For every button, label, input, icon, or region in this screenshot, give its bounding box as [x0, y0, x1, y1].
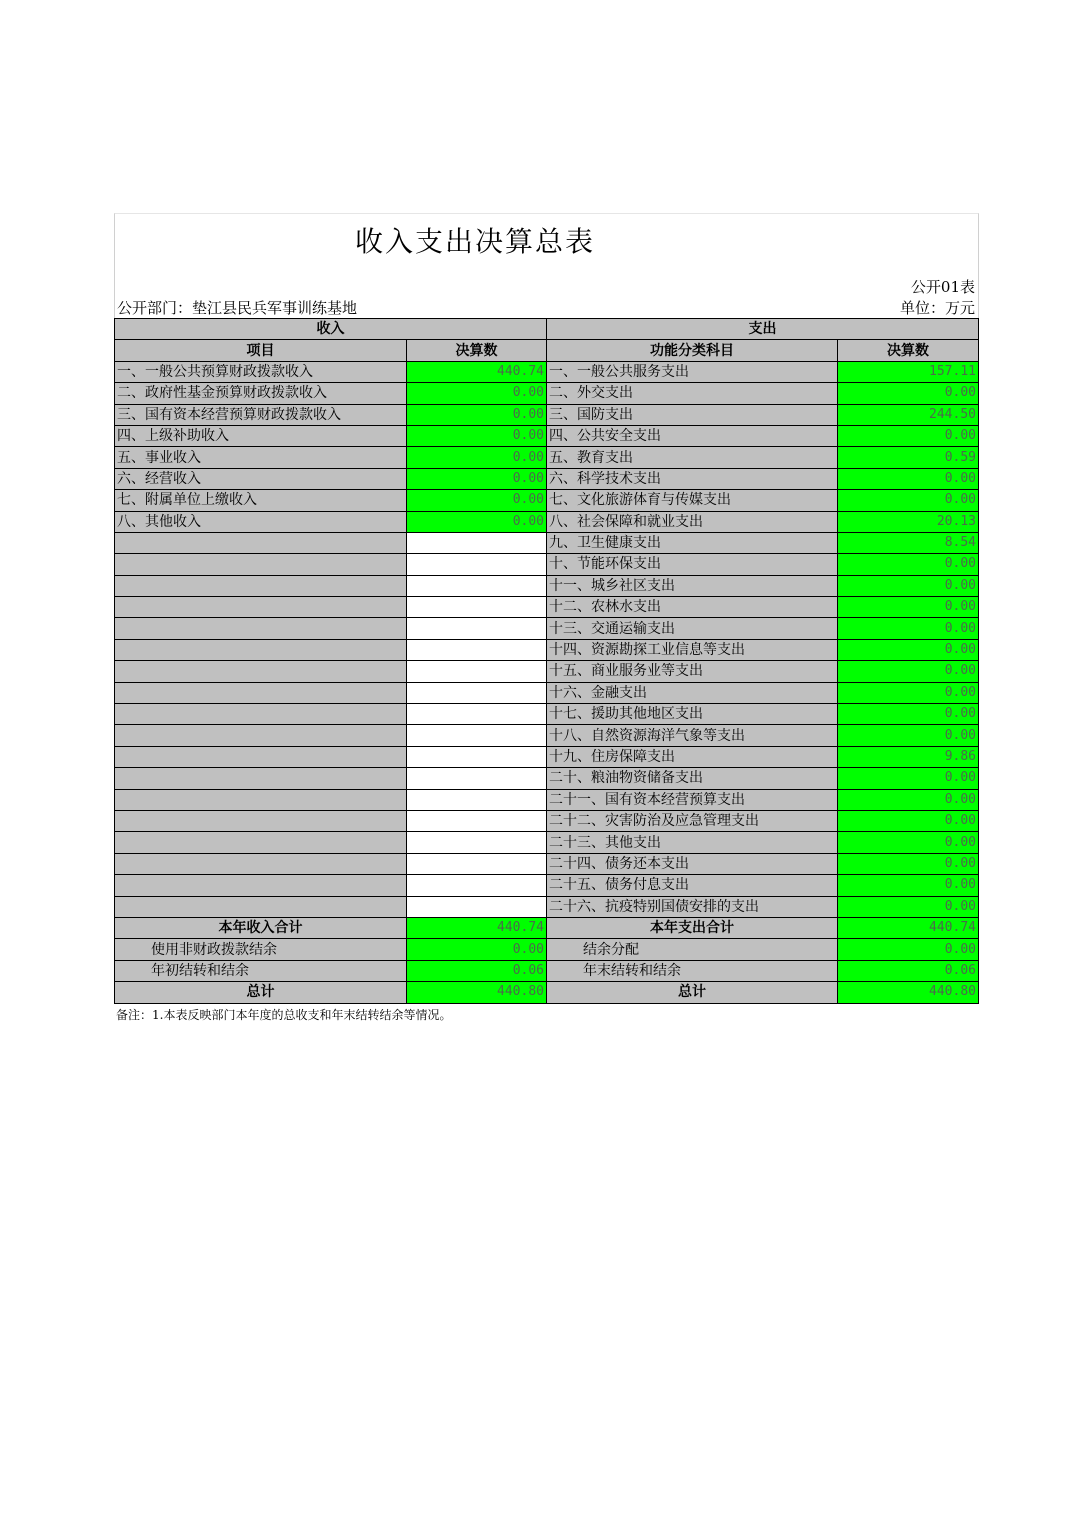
income-item: 八、其他收入	[115, 511, 407, 532]
income-value	[407, 597, 547, 618]
income-value: 0.00	[407, 383, 547, 404]
table-row	[115, 682, 979, 703]
table-row	[115, 511, 979, 532]
expense-value: 0.00	[838, 682, 979, 703]
income-value: 0.00	[407, 447, 547, 468]
expense-value: 0.00	[838, 490, 979, 511]
income-value: 0.00	[407, 511, 547, 532]
income-value	[407, 875, 547, 896]
income-item: 七、附属单位上缴收入	[115, 490, 407, 511]
non-fiscal-value: 0.00	[407, 939, 547, 960]
income-value: 440.74	[407, 361, 547, 382]
table-row	[115, 768, 979, 789]
income-total-value: 440.74	[407, 917, 547, 938]
expense-item: 八、社会保障和就业支出	[547, 511, 838, 532]
income-value	[407, 810, 547, 831]
expense-item: 十八、自然资源海洋气象等支出	[547, 725, 838, 746]
income-value: 0.00	[407, 468, 547, 489]
income-value: 0.00	[407, 425, 547, 446]
table-row	[115, 425, 979, 446]
table-row	[115, 875, 979, 896]
grand-total-income-label: 总计	[115, 982, 407, 1003]
income-value	[407, 532, 547, 553]
income-value	[407, 554, 547, 575]
amount-column-header-2: 决算数	[838, 340, 979, 361]
income-total-label: 本年收入合计	[115, 917, 407, 938]
expense-item: 十三、交通运输支出	[547, 618, 838, 639]
expense-item: 二、外交支出	[547, 383, 838, 404]
expense-item: 二十二、灾害防治及应急管理支出	[547, 810, 838, 831]
expense-value: 0.00	[838, 725, 979, 746]
income-value	[407, 896, 547, 917]
expense-value: 0.00	[838, 853, 979, 874]
income-value	[407, 725, 547, 746]
expense-item: 十、节能环保支出	[547, 554, 838, 575]
income-item: 二、政府性基金预算财政拨款收入	[115, 383, 407, 404]
expense-item: 十六、金融支出	[547, 682, 838, 703]
income-item	[115, 896, 407, 917]
grand-total-expense-value: 440.80	[838, 982, 979, 1003]
income-value	[407, 704, 547, 725]
expense-value: 0.00	[838, 896, 979, 917]
item-column-header: 项目	[115, 340, 407, 361]
table-row	[115, 361, 979, 382]
begin-balance-value: 0.06	[407, 960, 547, 981]
income-value	[407, 639, 547, 660]
expense-value: 157.11	[838, 361, 979, 382]
table-row	[115, 832, 979, 853]
table-row	[115, 490, 979, 511]
expense-item: 九、卫生健康支出	[547, 532, 838, 553]
expense-item: 十七、援助其他地区支出	[547, 704, 838, 725]
income-item	[115, 725, 407, 746]
distribution-label: 结余分配	[547, 939, 838, 960]
income-item: 一、一般公共预算财政拨款收入	[115, 361, 407, 382]
income-value	[407, 682, 547, 703]
income-value	[407, 618, 547, 639]
income-value	[407, 768, 547, 789]
expense-value: 8.54	[838, 532, 979, 553]
expense-total-value: 440.74	[838, 917, 979, 938]
expense-item: 二十五、债务付息支出	[547, 875, 838, 896]
table-row	[115, 575, 979, 596]
income-item	[115, 810, 407, 831]
end-balance-label: 年末结转和结余	[547, 960, 838, 981]
expense-value: 0.00	[838, 661, 979, 682]
expense-item: 十五、商业服务业等支出	[547, 661, 838, 682]
expense-item: 四、公共安全支出	[547, 425, 838, 446]
expense-value: 0.00	[838, 768, 979, 789]
income-value	[407, 832, 547, 853]
expense-item: 二十三、其他支出	[547, 832, 838, 853]
income-item	[115, 832, 407, 853]
expense-value: 0.00	[838, 789, 979, 810]
table-row	[115, 789, 979, 810]
amount-column-header: 决算数	[407, 340, 547, 361]
income-item: 六、经营收入	[115, 468, 407, 489]
table-row	[115, 810, 979, 831]
expense-value: 0.00	[838, 468, 979, 489]
expense-value: 9.86	[838, 746, 979, 767]
distribution-value: 0.00	[838, 939, 979, 960]
expense-value: 0.00	[838, 425, 979, 446]
income-section-header: 收入	[115, 319, 547, 340]
table-row	[115, 896, 979, 917]
expense-value: 0.00	[838, 704, 979, 725]
income-value	[407, 853, 547, 874]
begin-balance-label: 年初结转和结余	[115, 960, 407, 981]
table-row	[115, 554, 979, 575]
expense-item: 二十一、国有资本经营预算支出	[547, 789, 838, 810]
expense-item: 六、科学技术支出	[547, 468, 838, 489]
expense-value: 0.59	[838, 447, 979, 468]
non-fiscal-label: 使用非财政拨款结余	[115, 939, 407, 960]
expense-value: 0.00	[838, 875, 979, 896]
table-row	[115, 704, 979, 725]
column-header-row	[115, 340, 979, 361]
table-row	[115, 661, 979, 682]
grand-total-row	[115, 982, 979, 1003]
expense-value: 244.50	[838, 404, 979, 425]
balance-row	[115, 939, 979, 960]
income-item	[115, 661, 407, 682]
expense-item: 三、国防支出	[547, 404, 838, 425]
expense-item: 十二、农林水支出	[547, 597, 838, 618]
table-row	[115, 746, 979, 767]
table-row	[115, 639, 979, 660]
expense-section-header: 支出	[547, 319, 979, 340]
carryover-row	[115, 960, 979, 981]
expense-item: 十四、资源勘探工业信息等支出	[547, 639, 838, 660]
table-row	[115, 853, 979, 874]
total-row	[115, 917, 979, 938]
income-item	[115, 639, 407, 660]
table-row	[115, 532, 979, 553]
expense-item: 二十四、债务还本支出	[547, 853, 838, 874]
income-item	[115, 853, 407, 874]
section-header-row	[115, 319, 979, 340]
income-value: 0.00	[407, 490, 547, 511]
expense-item: 十一、城乡社区支出	[547, 575, 838, 596]
income-value	[407, 746, 547, 767]
table-row	[115, 404, 979, 425]
expense-item: 十九、住房保障支出	[547, 746, 838, 767]
expense-item: 五、教育支出	[547, 447, 838, 468]
income-item	[115, 789, 407, 810]
sheet-header	[114, 213, 979, 319]
expense-value: 20.13	[838, 511, 979, 532]
unit-label: 单位：万元	[899, 299, 975, 317]
income-item	[115, 554, 407, 575]
budget-table	[114, 318, 979, 1004]
expense-value: 0.00	[838, 383, 979, 404]
income-item	[115, 875, 407, 896]
table-row	[115, 597, 979, 618]
expense-value: 0.00	[838, 597, 979, 618]
income-item	[115, 768, 407, 789]
income-value	[407, 789, 547, 810]
page-title: 收入支出决算总表	[354, 225, 595, 258]
income-item	[115, 618, 407, 639]
footnote: 备注：1.本表反映部门本年度的总收支和年末结转结余等情况。	[116, 1008, 452, 1022]
income-value: 0.00	[407, 404, 547, 425]
expense-value: 0.00	[838, 575, 979, 596]
expense-total-label: 本年支出合计	[547, 917, 838, 938]
income-item: 三、国有资本经营预算财政拨款收入	[115, 404, 407, 425]
table-row	[115, 468, 979, 489]
income-item	[115, 532, 407, 553]
form-number: 公开01表	[910, 278, 975, 296]
expense-item: 七、文化旅游体育与传媒支出	[547, 490, 838, 511]
income-item: 五、事业收入	[115, 447, 407, 468]
income-item	[115, 704, 407, 725]
expense-value: 0.00	[838, 810, 979, 831]
income-value	[407, 575, 547, 596]
expense-value: 0.00	[838, 639, 979, 660]
grand-total-income-value: 440.80	[407, 982, 547, 1003]
table-row	[115, 383, 979, 404]
grand-total-expense-label: 总计	[547, 982, 838, 1003]
income-item	[115, 746, 407, 767]
income-value	[407, 661, 547, 682]
expense-value: 0.00	[838, 618, 979, 639]
expense-item: 一、一般公共服务支出	[547, 361, 838, 382]
department-label: 公开部门：垫江县民兵军事训练基地	[117, 299, 358, 317]
table-row	[115, 618, 979, 639]
income-item	[115, 575, 407, 596]
table-row	[115, 447, 979, 468]
end-balance-value: 0.06	[838, 960, 979, 981]
expense-item: 二十六、抗疫特别国债安排的支出	[547, 896, 838, 917]
category-column-header: 功能分类科目	[547, 340, 838, 361]
income-item	[115, 682, 407, 703]
expense-value: 0.00	[838, 554, 979, 575]
expense-value: 0.00	[838, 832, 979, 853]
expense-item: 二十、粮油物资储备支出	[547, 768, 838, 789]
income-item: 四、上级补助收入	[115, 425, 407, 446]
table-row	[115, 725, 979, 746]
income-item	[115, 597, 407, 618]
